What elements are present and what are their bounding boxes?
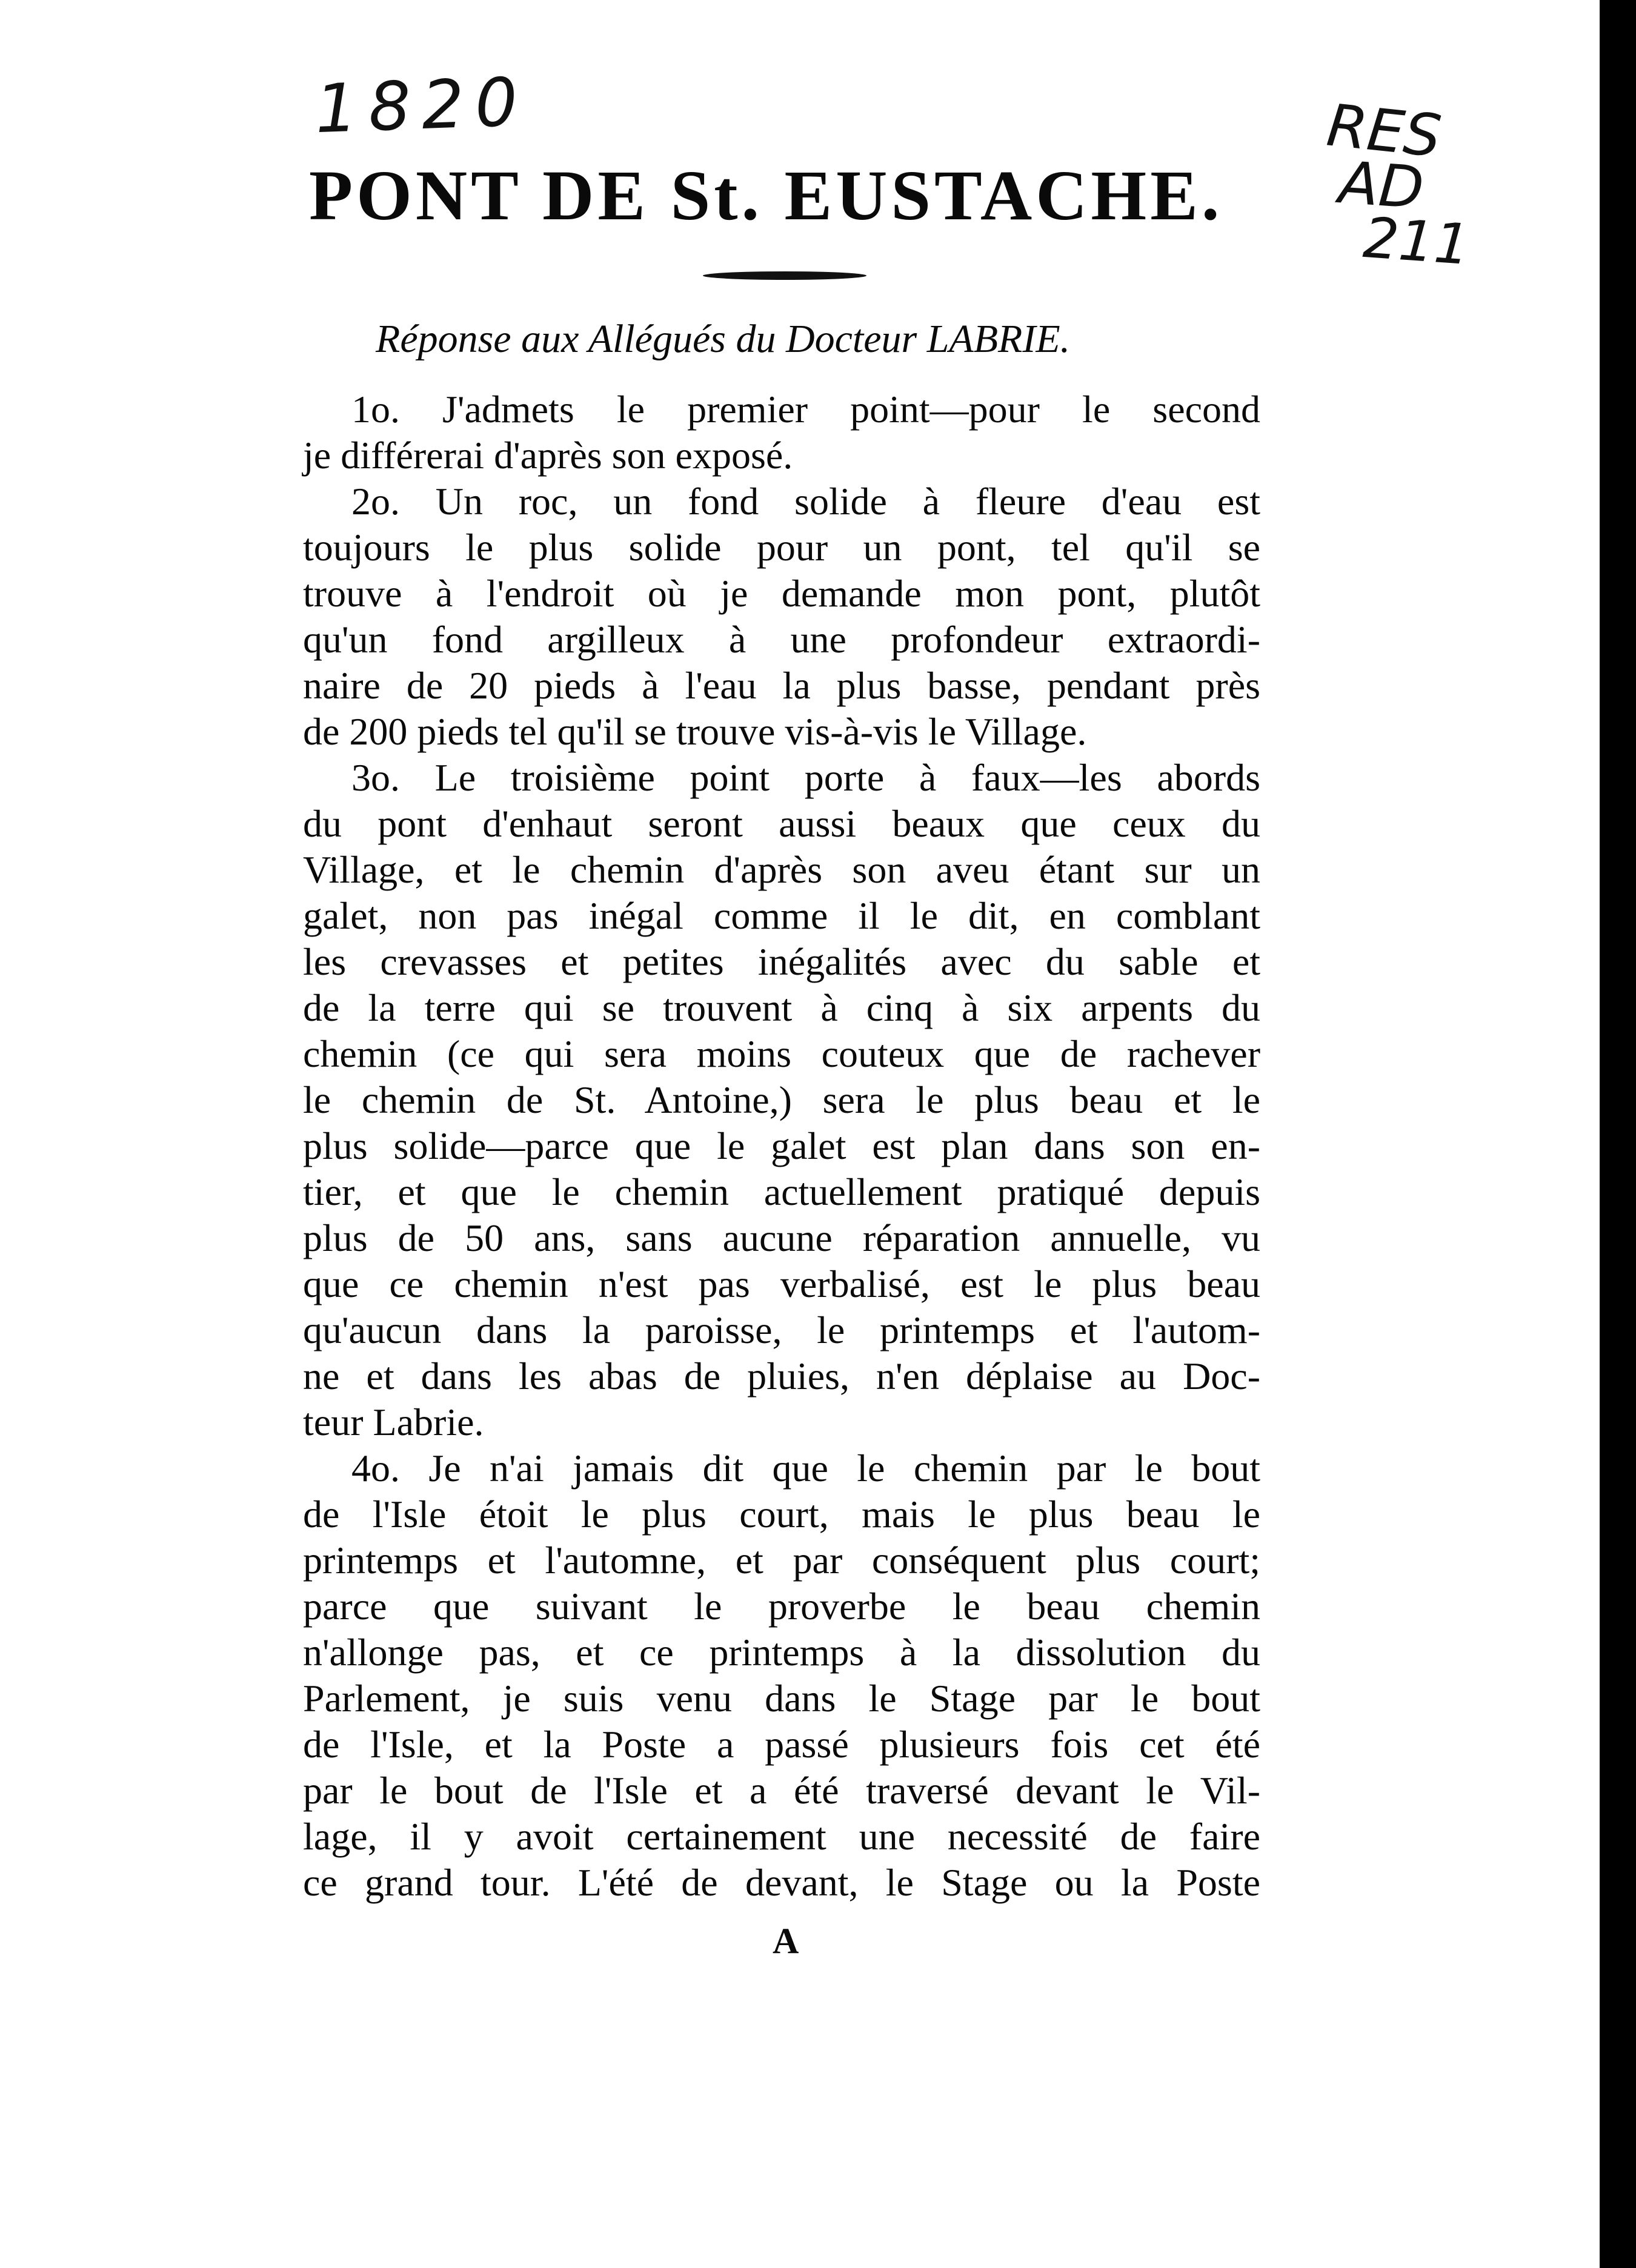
text-line: tier, et que le chemin actuellement pratiqué depuis [303, 1170, 1260, 1213]
text-line: trouve à l'endroit où je demande mon pont, plutôt [303, 572, 1260, 615]
text-line: de 200 pieds tel qu'il se trouve vis-à-vis le Village. [303, 710, 1087, 753]
text-line: par le bout de l'Isle et a été traversé devant le Vil- [303, 1769, 1260, 1812]
text-line: galet, non pas inégal comme il le dit, en comblant [303, 894, 1260, 937]
text-line: ne et dans les abas de pluies, n'en déplaise au Doc- [303, 1354, 1260, 1398]
text-line: plus solide—parce que le galet est plan dans son en- [303, 1124, 1260, 1167]
handwritten-catalog-line1: RES [1323, 91, 1445, 171]
text-line: teur Labrie. [303, 1401, 484, 1444]
text-line: toujours le plus solide pour un pont, tel qu'il se [303, 526, 1260, 569]
text-line: de l'Isle, et la Poste a passé plusieurs fois cet été [303, 1723, 1260, 1766]
text-line: plus de 50 ans, sans aucune réparation annuelle, vu [303, 1216, 1260, 1259]
text-line: parce que suivant le proverbe le beau chemin [303, 1585, 1260, 1628]
handwritten-catalog-line3: 211 [1361, 205, 1472, 277]
text-line: Parlement, je suis venu dans le Stage par le bout [303, 1677, 1260, 1720]
text-line: chemin (ce qui sera moins couteux que de rachever [303, 1032, 1260, 1075]
text-line: ce grand tour. L'été de devant, le Stage ou la Poste [303, 1861, 1260, 1904]
text-line: lage, il y avoit certainement une necessité de faire [303, 1815, 1260, 1858]
handwritten-catalog-line2: AD [1337, 148, 1426, 222]
text-line: 4o. Je n'ai jamais dit que le chemin par le bout [351, 1447, 1260, 1490]
scan-edge [1600, 0, 1636, 2268]
text-line: le chemin de St. Antoine,) sera le plus beau et le [303, 1078, 1260, 1121]
signature-mark: A [773, 1921, 799, 1961]
text-line: qu'aucun dans la paroisse, le printemps et l'autom- [303, 1308, 1260, 1351]
subtitle: Réponse aux Allégués du Docteur LABRIE. [376, 317, 1071, 361]
handwritten-year: 1820 [313, 62, 530, 148]
text-line: n'allonge pas, et ce printemps à la dissolution du [303, 1631, 1260, 1674]
text-line: 1o. J'admets le premier point—pour le second [351, 388, 1260, 431]
text-line: qu'un fond argilleux à une profondeur extraordi- [303, 618, 1260, 661]
text-line: 2o. Un roc, un fond solide à fleure d'eau est [351, 480, 1260, 523]
text-line: de l'Isle étoit le plus court, mais le plus beau le [303, 1493, 1260, 1536]
text-line: je différerai d'après son exposé. [303, 434, 793, 477]
text-line: que ce chemin n'est pas verbalisé, est le plus beau [303, 1262, 1260, 1305]
text-line: printemps et l'automne, et par conséquent plus court; [303, 1539, 1260, 1582]
body-text [303, 386, 1260, 1906]
title-rule [703, 271, 866, 280]
text-line: de la terre qui se trouvent à cinq à six arpents du [303, 986, 1260, 1029]
text-line: Village, et le chemin d'après son aveu étant sur un [303, 848, 1260, 891]
page-title: PONT DE St. EUSTACHE. [309, 156, 1223, 235]
text-line: les crevasses et petites inégalités avec du sable et [303, 940, 1260, 983]
text-line: du pont d'enhaut seront aussi beaux que ceux du [303, 802, 1260, 845]
text-line: 3o. Le troisième point porte à faux—les abords [351, 756, 1260, 799]
text-line: naire de 20 pieds à l'eau la plus basse, pendant près [303, 664, 1260, 707]
